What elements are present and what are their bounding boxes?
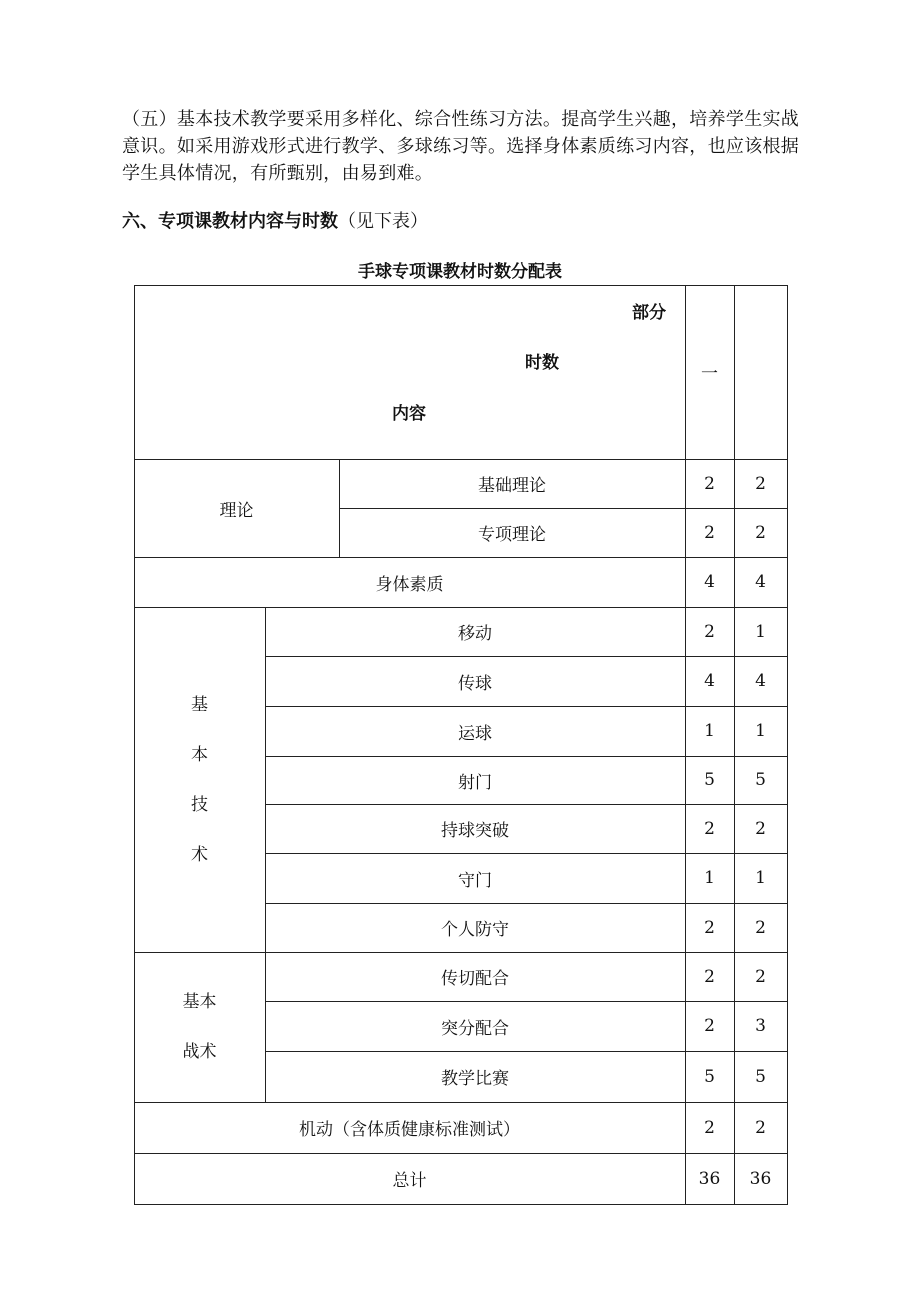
row-hours-2: 4	[755, 572, 766, 592]
row-hours-2: 1	[755, 868, 766, 888]
row-hours-2: 2	[755, 473, 766, 494]
row-hours-2: 4	[755, 671, 766, 691]
row-item: 传切配合	[441, 969, 509, 989]
paragraph-five: （五）基本技术教学要采用多样化、综合性练习方法。提高学生兴趣，培养学生实战意识。如采用游戏形式进行教学、多球练习等。选择身体素质练习内容，也应该根据学生具体情况，有所甄别，由易到难。	[122, 109, 800, 184]
section-heading-note: （见下表）	[338, 211, 428, 232]
group-technique-char: 术	[191, 844, 208, 865]
row-hours-1: 2	[704, 1117, 715, 1138]
row-hours-2: 36	[749, 1168, 772, 1189]
row-hours-2: 5	[755, 1066, 766, 1087]
row-item: 传球	[458, 673, 492, 694]
row-hours-2: 2	[755, 917, 766, 938]
row-item: 个人防守	[441, 920, 509, 940]
header-content: 内容	[392, 404, 426, 424]
row-hours-1: 2	[704, 917, 715, 938]
row-item: 守门	[458, 870, 492, 891]
row-hours-1: 5	[704, 770, 715, 790]
row-hours-1: 4	[704, 572, 715, 592]
group-tactics	[134, 952, 265, 1102]
group-flex: 机动（含体质健康标准测试）	[299, 1120, 520, 1140]
row-hours-2: 2	[755, 1117, 766, 1138]
row-hours-2: 1	[755, 721, 766, 741]
group-tactics-line: 基本	[182, 992, 217, 1012]
row-item: 突分配合	[441, 1018, 509, 1039]
group-technique-char: 本	[191, 744, 208, 765]
row-hours-1: 1	[704, 868, 715, 888]
row-hours-1: 2	[704, 818, 715, 839]
row-hours-1: 2	[704, 621, 715, 642]
row-hours-1: 2	[704, 473, 715, 494]
group-technique-char: 基	[191, 694, 208, 715]
row-hours-2: 2	[755, 966, 766, 987]
header-col1: 一	[701, 363, 718, 384]
row-item: 基础理论	[478, 476, 546, 496]
row-item: 射门	[458, 772, 492, 793]
row-item: 运球	[458, 723, 492, 744]
group-physical: 身体素质	[375, 574, 444, 595]
row-item: 专项理论	[478, 525, 546, 545]
group-technique-char: 技	[191, 794, 208, 815]
row-item: 移动	[458, 624, 492, 644]
row-hours-2: 2	[755, 818, 766, 839]
row-hours-1: 2	[704, 522, 715, 543]
header-hours: 时数	[525, 353, 559, 373]
group-tactics-line: 战术	[182, 1042, 217, 1062]
row-item: 教学比赛	[441, 1069, 509, 1089]
row-hours-2: 2	[755, 522, 766, 543]
row-hours-1: 4	[704, 671, 715, 691]
group-total: 总计	[392, 1171, 427, 1191]
row-hours-2: 1	[755, 621, 766, 642]
group-theory: 理论	[219, 501, 254, 521]
row-hours-2: 5	[755, 770, 766, 790]
table-caption: 手球专项课教材时数分配表	[358, 262, 562, 282]
group-technique	[134, 607, 265, 952]
row-item: 持球突破	[441, 821, 509, 841]
row-hours-2: 3	[755, 1016, 766, 1036]
row-hours-1: 1	[704, 721, 715, 741]
row-hours-1: 5	[704, 1066, 715, 1087]
section-heading-label: 六、专项课教材内容与时数	[122, 211, 338, 232]
header-part: 部分	[632, 303, 666, 323]
row-hours-1: 2	[704, 1016, 715, 1036]
row-hours-1: 36	[698, 1168, 721, 1189]
row-hours-1: 2	[704, 966, 715, 987]
header-col2	[734, 346, 787, 396]
